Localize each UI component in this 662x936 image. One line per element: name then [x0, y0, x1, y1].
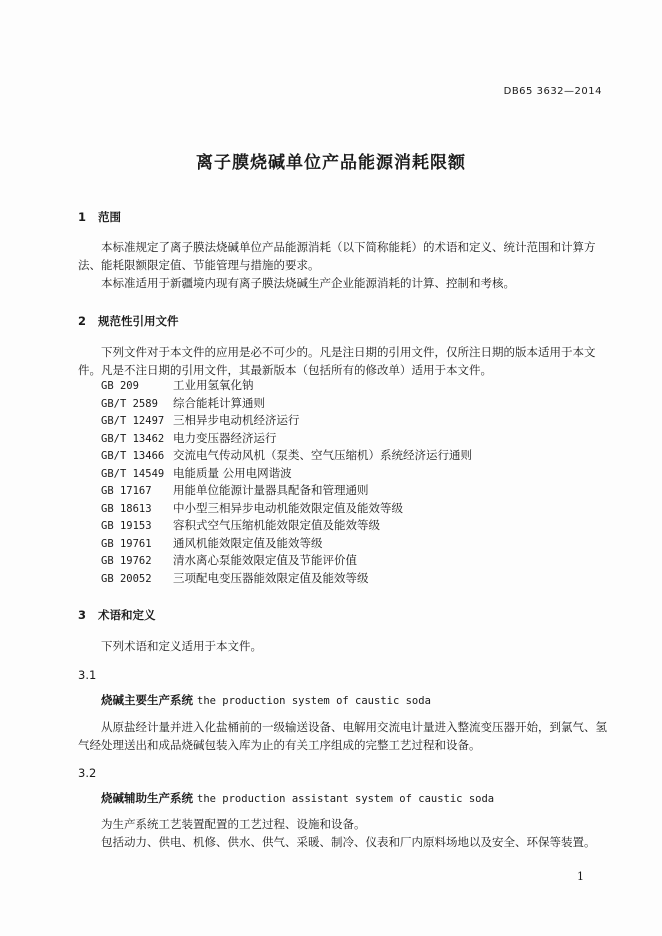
reference-name: 交流电气传动风机（泵类、空气压缩机）系统经济运行通则	[173, 448, 472, 462]
term-chinese: 烧碱辅助生产系统	[101, 791, 193, 805]
term-chinese: 烧碱主要生产系统	[101, 693, 193, 707]
section-title: 术语和定义	[98, 608, 156, 622]
reference-code: GB 209	[101, 380, 139, 392]
reference-name: 通风机能效限定值及能效等级	[173, 535, 323, 550]
term-heading	[101, 692, 431, 708]
clause-number: 3.1	[78, 668, 97, 682]
reference-item	[78, 500, 472, 518]
reference-code: GB/T 2589	[101, 397, 158, 410]
reference-item	[78, 395, 472, 413]
reference-code: GB/T 12497	[101, 415, 165, 427]
document-title: 离子膜烧碱单位产品能源消耗限额	[196, 153, 466, 173]
reference-code: GB 19762	[101, 555, 152, 567]
terms-intro-paragraph: 下列术语和定义适用于本文件。	[101, 639, 262, 653]
reference-name: 三相异步电动机经济运行	[173, 413, 300, 427]
normative-references-list	[78, 377, 472, 587]
clause-number: 3.2	[78, 766, 97, 780]
document-code: DB65 3632—2014	[503, 86, 602, 97]
section-1-heading	[78, 209, 121, 225]
section-number: 1	[78, 210, 87, 224]
section-title: 规范性引用文件	[98, 314, 179, 328]
reference-code: GB/T 14549	[101, 467, 165, 480]
reference-item	[78, 447, 472, 465]
page-number: 1	[577, 870, 584, 883]
reference-item	[78, 412, 472, 430]
reference-code: GB 19761	[101, 537, 152, 550]
reference-item	[78, 552, 472, 570]
reference-name: 工业用氢氧化钠	[173, 378, 254, 392]
reference-item	[78, 535, 472, 553]
references-intro-paragraph: 下列文件对于本文件的应用是必不可少的。凡是注日期的引用文件，仅所注日期的版本适用于本文件。凡是不注日期的引用文件，其最新版本（包括所有的修改单）适用于本文件。	[78, 345, 596, 377]
term-definition-line: 为生产系统工艺装置配置的工艺过程、设施和设备。	[101, 817, 366, 831]
reference-name: 中小型三相异步电动机能效限定值及能效等级	[173, 500, 403, 515]
scope-paragraph-1: 本标准规定了离子膜法烧碱单位产品能源消耗（以下简称能耗）的术语和定义、统计范围和计算方法、能耗限额限定值、节能管理与措施的要求。	[78, 240, 596, 272]
reference-name: 电力变压器经济运行	[173, 430, 277, 445]
reference-item	[78, 570, 472, 588]
reference-name: 容积式空气压缩机能效限定值及能效等级	[173, 518, 380, 532]
section-2-heading	[78, 313, 179, 329]
term-english: the production assistant system of caustic soda	[197, 793, 495, 805]
reference-name: 综合能耗计算通则	[173, 395, 265, 410]
reference-code: GB/T 13462	[101, 432, 165, 445]
reference-code: GB 17167	[101, 485, 152, 497]
reference-item	[78, 482, 472, 500]
reference-name: 清水离心泵能效限定值及节能评价值	[173, 553, 357, 567]
reference-item	[78, 377, 472, 395]
reference-item	[78, 517, 472, 535]
reference-name: 三项配电变压器能效限定值及能效等级	[173, 570, 369, 585]
reference-item	[78, 465, 472, 483]
reference-item	[78, 430, 472, 448]
section-title: 范围	[98, 210, 121, 224]
reference-name: 用能单位能源计量器具配备和管理通则	[173, 483, 369, 497]
section-number: 2	[78, 314, 87, 328]
scope-paragraph-2: 本标准适用于新疆境内现有离子膜法烧碱生产企业能源消耗的计算、控制和考核。	[101, 276, 515, 290]
reference-code: GB 19153	[101, 520, 152, 532]
term-definition: 从原盐经计量并进入化盐桶前的一级输送设备、电解用交流电计量进入整流变压器开始，到氯气、氢气经处理送出和成品烧碱包装入库为止的有关工序组成的完整工艺过程和设备。	[78, 720, 607, 752]
term-english: the production system of caustic soda	[197, 695, 431, 707]
reference-code: GB/T 13466	[101, 450, 165, 462]
reference-code: GB 18613	[101, 502, 152, 515]
reference-name: 电能质量 公用电网谐波	[173, 465, 292, 480]
term-definition-line: 包括动力、供电、机修、供水、供气、采暖、制冷、仪表和厂内原料场地以及安全、环保等装置。	[101, 835, 596, 849]
reference-code: GB 20052	[101, 572, 152, 585]
section-3-heading	[78, 607, 156, 623]
term-heading	[101, 790, 494, 806]
section-number: 3	[78, 608, 87, 622]
